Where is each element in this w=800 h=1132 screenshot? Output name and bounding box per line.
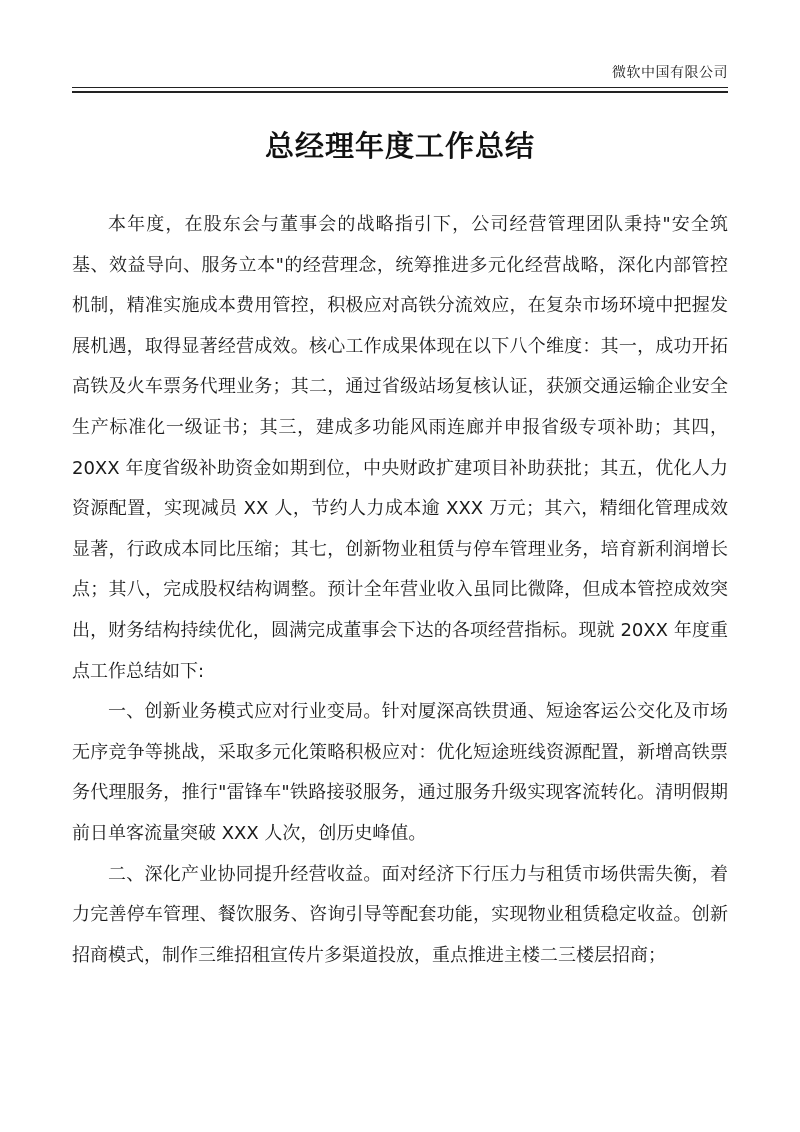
paragraph-intro: 本年度，在股东会与董事会的战略指引下，公司经营管理团队秉持"安全筑基、效益导向、服务立本"的经营理念，统筹推进多元化经营战略，深化内部管控机制，精准实施成本费用管控，积极应对高铁分流效应，在复杂市场环境中把握发展机遇，取得显著经营成效。核心工作成果体现在以下八个维度：其一，成功开拓高铁及火车票务代理业务；其二，通过省级站场复核认证，获颁交通运输企业安全生产标准化一级证书；其三，建成多功能风雨连廊并申报省级专项补助；其四，20XX 年度省级补助资金如期到位，中央财政扩建项目补助获批；其五，优化人力资源配置，实现减员 XX 人，节约人力成本逾 XXX 万元；其六，精细化管理成效显著，行政成本同比压缩；其七，创新物业租赁与停车管理业务，培育新利润增长点；其八，完成股权结构调整。预计全年营业收入虽同比微降，但成本管控成效突出，财务结构持续优化，圆满完成董事会下达的各项经营指标。现就 20XX 年度重点工作总结如下:	[72, 214, 728, 682]
header-divider-thick	[72, 91, 728, 93]
document-title: 总经理年度工作总结	[264, 129, 535, 163]
paragraph-section-1: 一、创新业务模式应对行业变局。针对厦深高铁贯通、短途客运公交化及市场无序竞争等挑战，采取多元化策略积极应对：优化短途班线资源配置，新增高铁票务代理服务，推行"雷锋车"铁路接驳服务，通过服务升级实现客流转化。清明假期前日单客流量突破 XXX 人次，创历史峰值。	[72, 701, 728, 844]
header-divider-thin	[72, 87, 728, 88]
document-body	[72, 205, 728, 976]
header-company-name: 微软中国有限公司	[612, 65, 728, 81]
paragraph-section-2: 二、深化产业协同提升经营收益。面对经济下行压力与租赁市场供需失衡，着力完善停车管理、餐饮服务、咨询引导等配套功能，实现物业租赁稳定收益。创新招商模式，制作三维招租宣传片多渠道投放，重点推进主楼二三楼层招商；	[72, 863, 728, 966]
